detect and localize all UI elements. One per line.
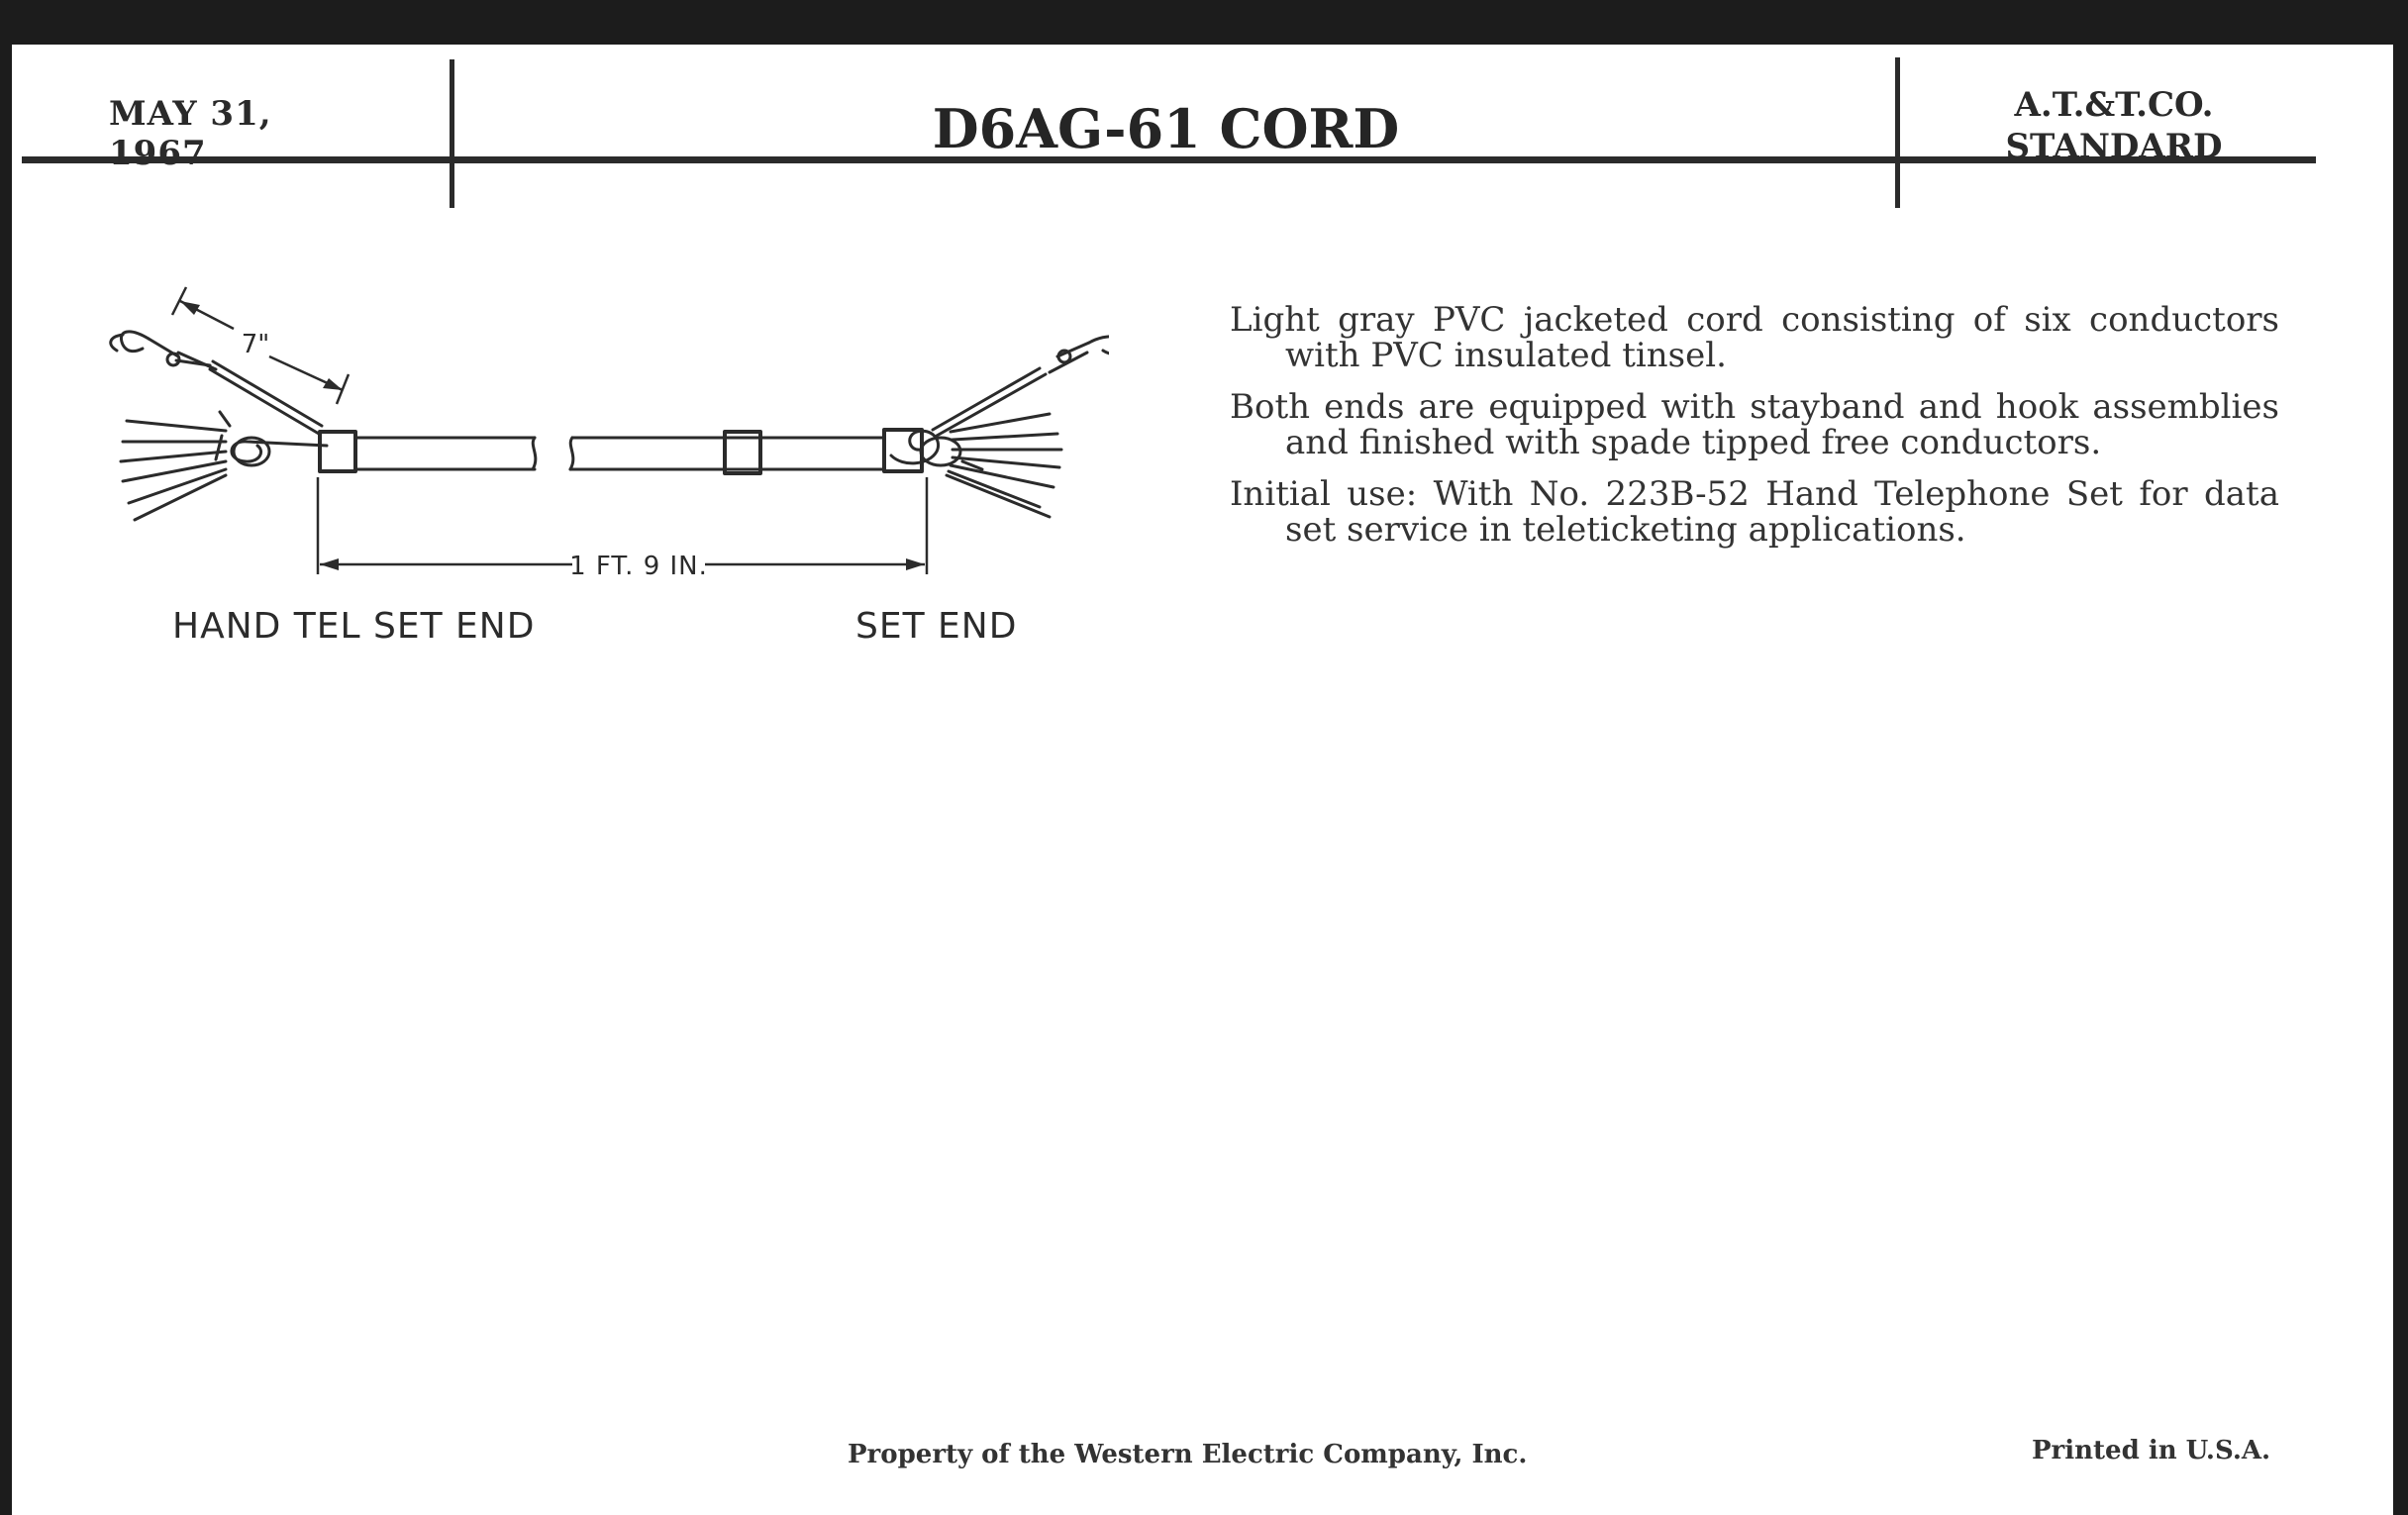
- left-hook: [232, 438, 327, 465]
- dim-7in-label: 7": [241, 330, 270, 359]
- standard-label: [1886, 84, 2342, 167]
- cord-right-segment: [570, 438, 884, 469]
- description: [1230, 302, 2279, 563]
- footer-printed: Printed in U.S.A.: [2032, 1436, 2271, 1465]
- label-hand-tel-set-end: HAND TEL SET END: [172, 606, 536, 647]
- left-conductors: [121, 412, 230, 520]
- description-paragraph: Both ends are equipped with stayband and hook assemblies and finished with spade tipped free conductors.: [1230, 387, 2279, 462]
- left-stayband: [320, 432, 355, 471]
- dim-length-label: 1 FT. 9 IN.: [569, 552, 708, 581]
- cord-left-segment: [355, 438, 536, 469]
- issue-date: MAY 31, 1967: [109, 94, 272, 173]
- page-title: D6AG-61 CORD: [932, 97, 1400, 160]
- description-paragraph: Initial use: With No. 223B-52 Hand Telephone Set for data set service in teleticketing applications.: [1230, 474, 2279, 550]
- description-paragraph: Light gray PVC jacketed cord consisting of six conductors with PVC insulated tinsel.: [1230, 300, 2279, 375]
- standard-line-1: A.T.&T.CO.: [2014, 85, 2214, 125]
- standard-line-2: STANDARD: [2005, 127, 2223, 166]
- label-set-end: SET END: [855, 606, 1018, 647]
- cord-drawing: [99, 257, 1109, 584]
- footer-property: Property of the Western Electric Company, Inc.: [848, 1440, 1528, 1469]
- right-hook: [891, 431, 960, 465]
- left-spade-conductor: [111, 332, 322, 434]
- right-conductors: [947, 414, 1061, 517]
